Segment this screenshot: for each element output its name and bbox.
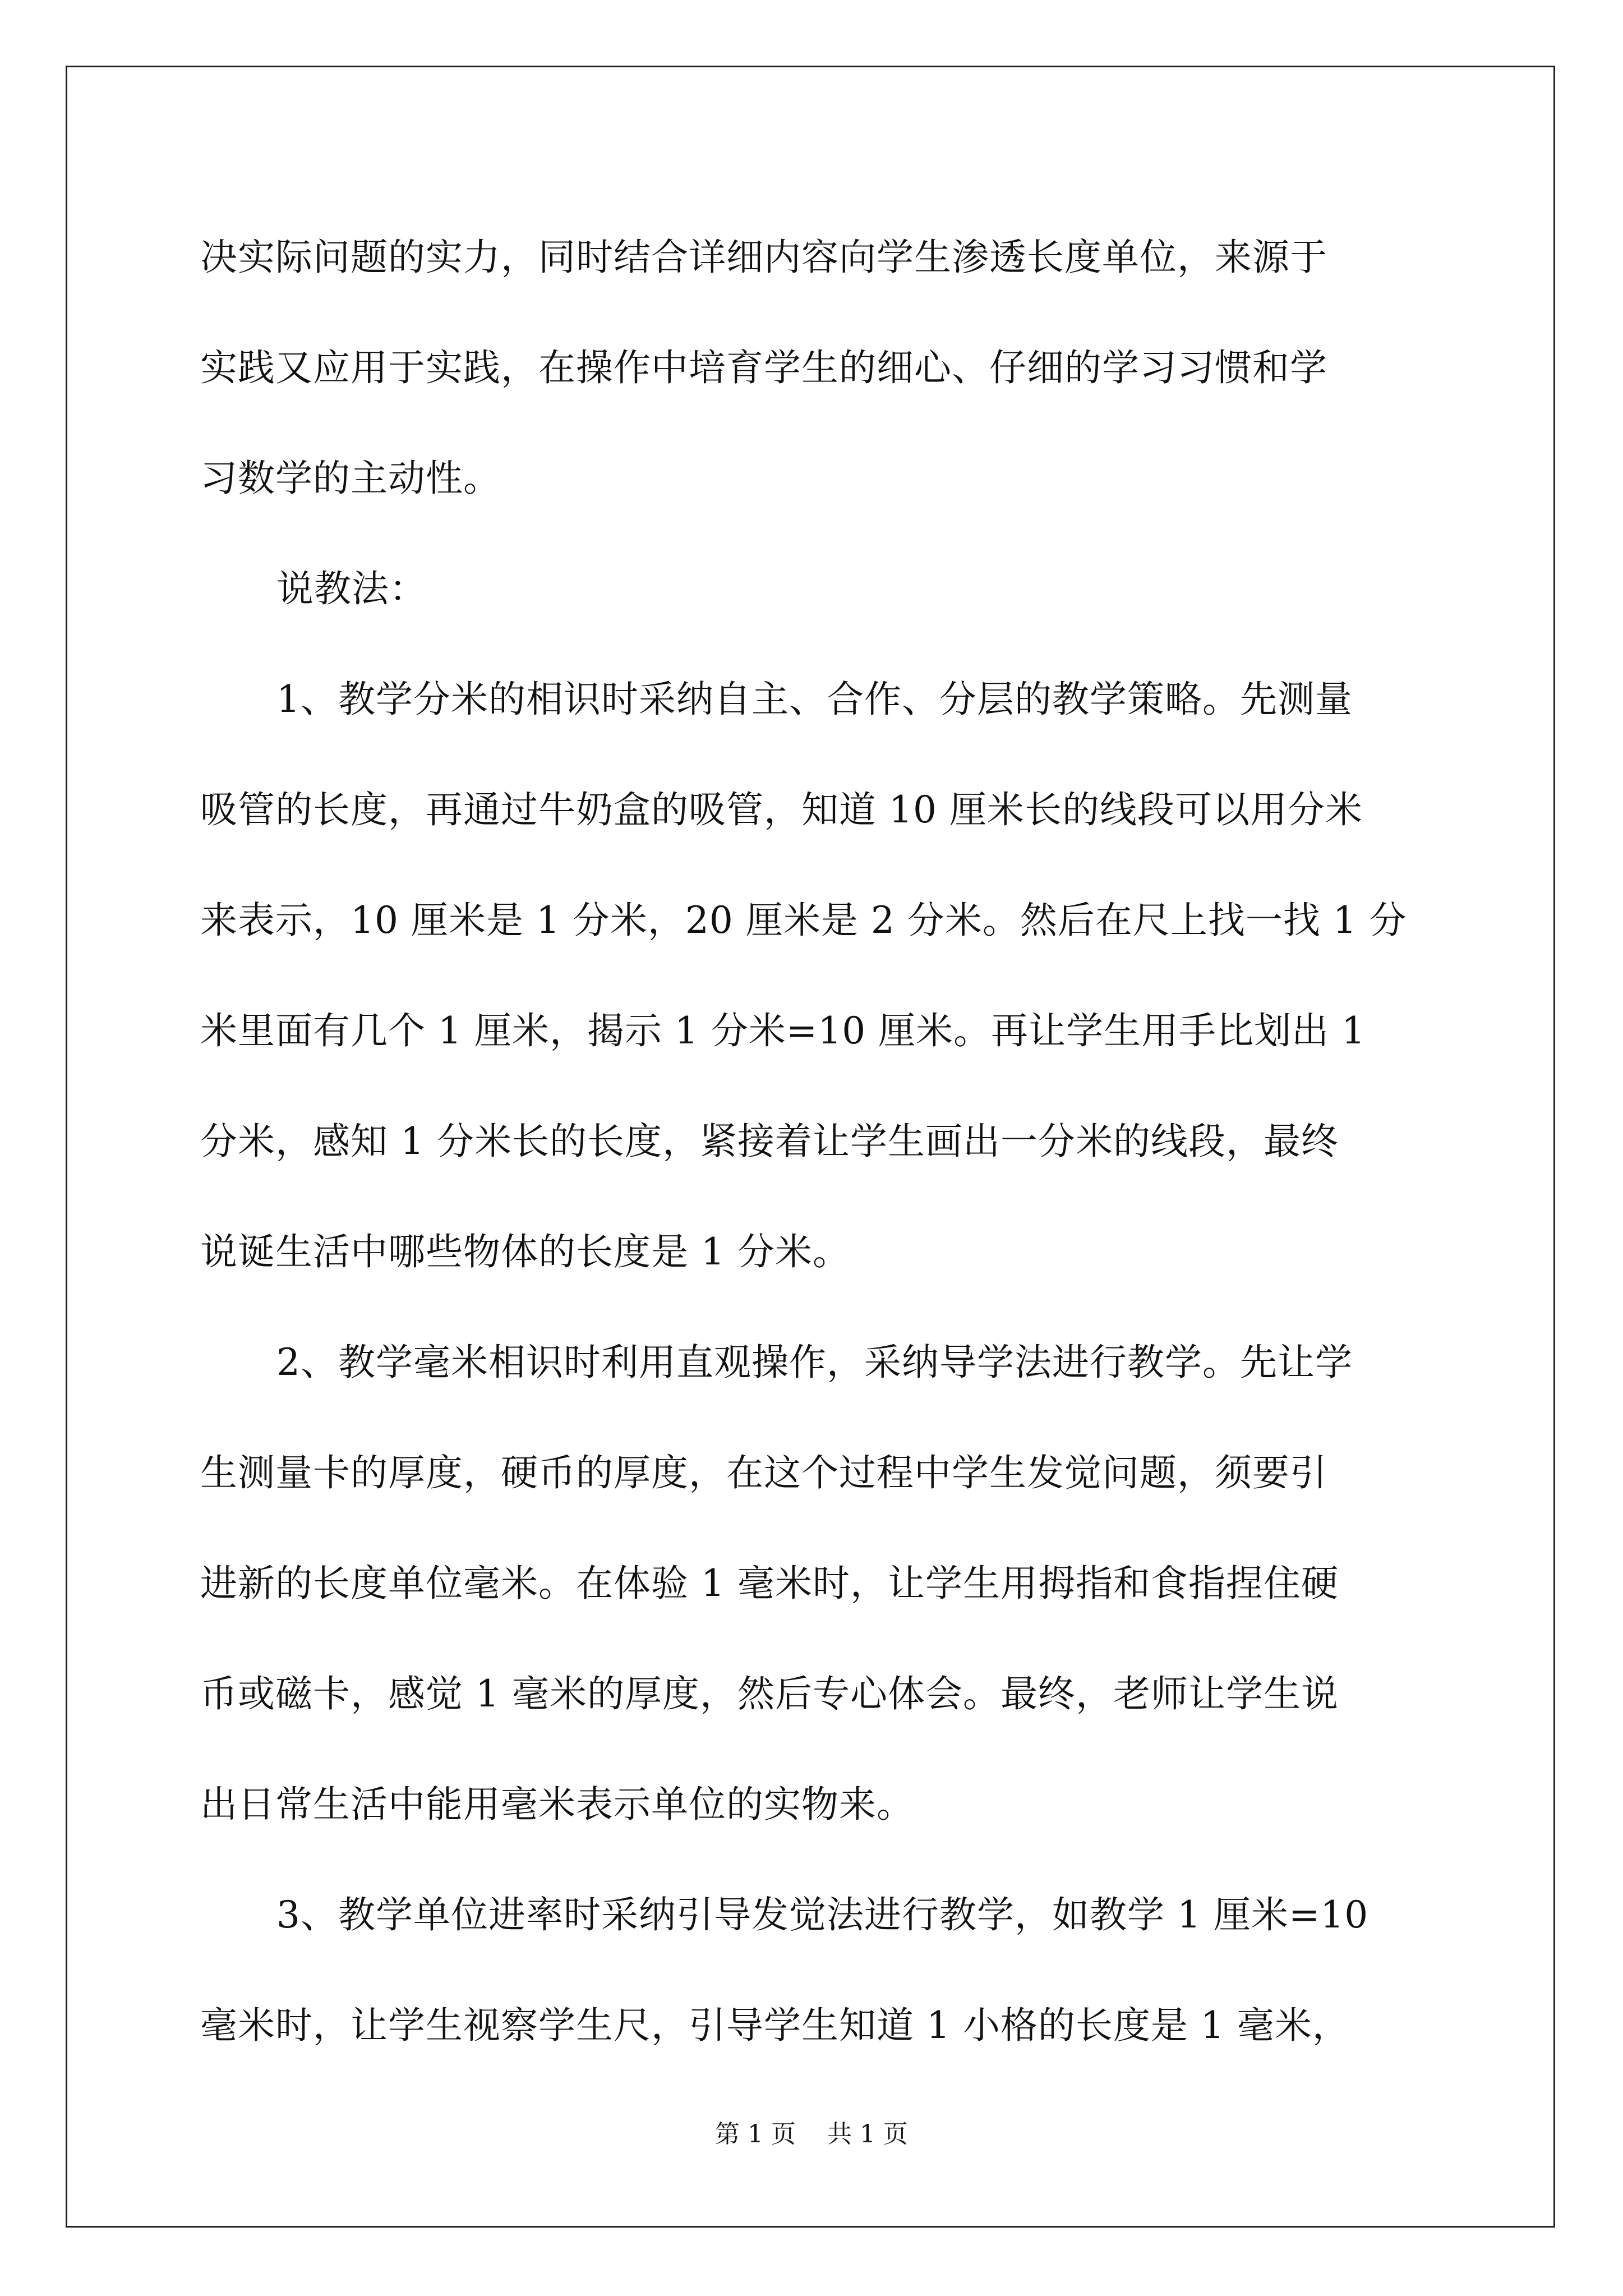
text-line: 进新的长度单位毫米。在体验 1 毫米时，让学生用拇指和食指捏住硬 bbox=[200, 1562, 1339, 1605]
text-line: 决实际问题的实力，同时结合详细内容向学生渗透长度单位，来源于 bbox=[200, 236, 1327, 279]
text-line: 米里面有几个 1 厘米，揭示 1 分米=10 厘米。再让学生用手比划出 1 bbox=[200, 1009, 1366, 1052]
text-line: 说诞生活中哪些物体的长度是 1 分米。 bbox=[200, 1230, 850, 1273]
text-line: 生测量卡的厚度，硬币的厚度，在这个过程中学生发觉问题，须要引 bbox=[200, 1451, 1327, 1494]
document-body bbox=[200, 202, 1428, 2081]
page-footer: 第 1 页 共 1 页 bbox=[715, 2120, 908, 2148]
text-line: 币或磁卡，感觉 1 毫米的厚度，然后专心体会。最终，老师让学生说 bbox=[200, 1672, 1339, 1715]
text-line: 习数学的主动性。 bbox=[200, 457, 501, 500]
text-line: 出日常生活中能用毫米表示单位的实物来。 bbox=[200, 1783, 914, 1826]
text-line: 毫米时，让学生视察学生尺，引导学生知道 1 小格的长度是 1 毫米， bbox=[200, 2004, 1350, 2047]
text-line: 3、教学单位进率时采纳引导发觉法进行教学，如教学 1 厘米=10 bbox=[276, 1893, 1369, 1936]
text-line: 1、教学分米的相识时采纳自主、合作、分层的教学策略。先测量 bbox=[276, 678, 1353, 721]
text-line: 说教法： bbox=[276, 567, 427, 610]
text-line: 吸管的长度，再通过牛奶盒的吸管，知道 10 厘米长的线段可以用分米 bbox=[200, 788, 1363, 831]
text-line: 来表示，10 厘米是 1 分米，20 厘米是 2 分米。然后在尺上找一找 1 分 bbox=[200, 899, 1407, 942]
text-line: 实践又应用于实践，在操作中培育学生的细心、仔细的学习习惯和学 bbox=[200, 346, 1327, 389]
text-line: 2、教学毫米相识时利用直观操作，采纳导学法进行教学。先让学 bbox=[276, 1341, 1353, 1384]
text-line: 分米，感知 1 分米长的长度，紧接着让学生画出一分米的线段，最终 bbox=[200, 1120, 1339, 1163]
